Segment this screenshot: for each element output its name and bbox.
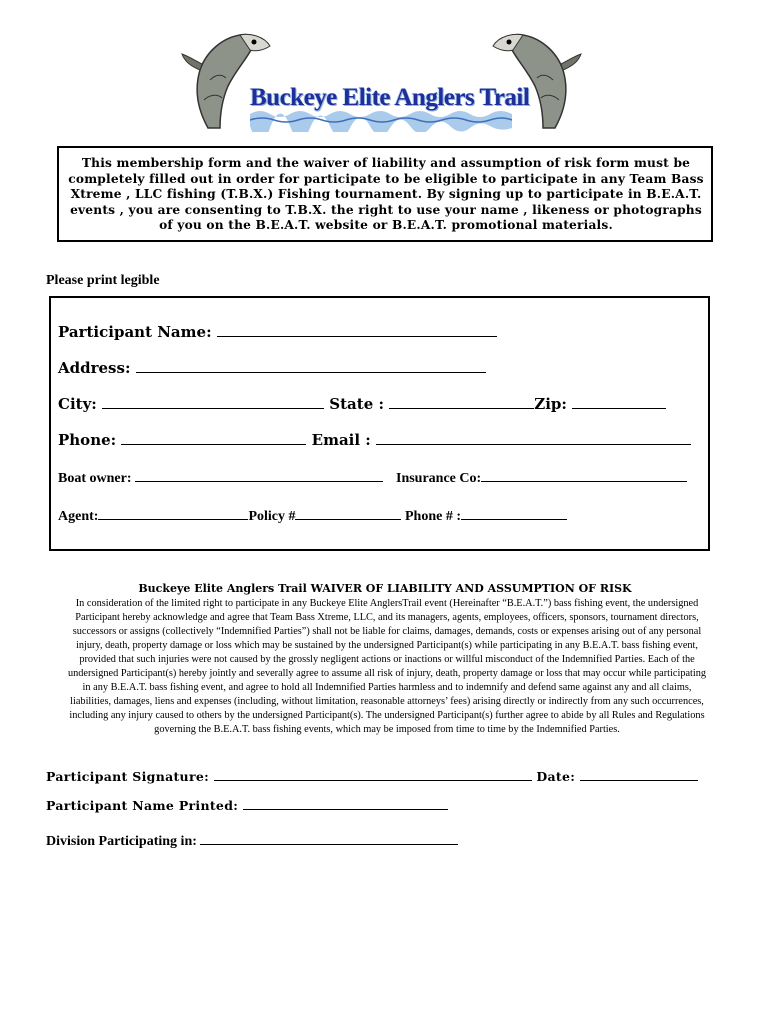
zip-field[interactable] <box>572 396 666 409</box>
phone-label: Phone: <box>58 431 117 449</box>
email-field[interactable] <box>376 432 691 445</box>
division-label: Division Participating in: <box>46 834 197 849</box>
intro-notice-text: This membership form and the waiver of liability and assumption of risk form must be completely filled out in order for participate to be eligible to participate in any Team Bass Xtreme , LLC fishing (T.B.X.) Fishing tournament. By signing up to participate in B.E.A.T. events , you are consenting to T.B.X. the right to use your name , likeness or photographs of you on the B.E.A.T. website or B.E.A.T. promotional materials. <box>68 156 704 232</box>
boat-owner-field[interactable] <box>135 469 383 482</box>
phone-field[interactable] <box>121 432 306 445</box>
boat-insurance-row <box>58 469 687 487</box>
participant-name-field[interactable] <box>217 324 497 337</box>
phone-email-row <box>58 431 691 449</box>
participant-name-row <box>58 323 497 341</box>
email-label: Email : <box>311 431 371 449</box>
agent-policy-row <box>58 507 567 525</box>
logo-banner <box>250 82 530 132</box>
city-field[interactable] <box>102 396 324 409</box>
name-printed-row <box>46 797 448 813</box>
state-field[interactable] <box>389 396 534 409</box>
address-field[interactable] <box>136 360 486 373</box>
participant-signature-label: Participant Signature: <box>46 769 210 784</box>
participant-name-label: Participant Name: <box>58 323 212 341</box>
city-label: City: <box>58 395 97 413</box>
boat-owner-label: Boat owner: <box>58 471 132 486</box>
address-row <box>58 359 486 377</box>
zip-label: Zip: <box>534 395 567 413</box>
insurance-field[interactable] <box>481 469 687 482</box>
participant-signature-field[interactable] <box>214 768 532 781</box>
phone-number-label: Phone # : <box>404 509 461 524</box>
division-field[interactable] <box>200 832 458 845</box>
intro-notice-box <box>57 146 713 242</box>
participant-name-printed-field[interactable] <box>243 797 448 810</box>
phone-number-field[interactable] <box>461 507 567 520</box>
state-label: State : <box>329 395 385 413</box>
date-label: Date: <box>536 769 576 784</box>
logo-title: Buckeye Elite Anglers Trail <box>250 84 530 111</box>
policy-field[interactable] <box>295 507 401 520</box>
agent-field[interactable] <box>98 507 248 520</box>
agent-label: Agent: <box>58 509 99 524</box>
address-label: Address: <box>58 359 131 377</box>
participant-name-printed-label: Participant Name Printed: <box>46 798 239 813</box>
waiver-body: In consideration of the limited right to participate in any Buckeye Elite AnglersTrail event (Hereinafter “B.E.A.T.”) bass fishing event, the undersigned Participant hereby acknowledge and agree that Team Bass Xtreme, LLC, and its managers, agents, employees, officers, sponsors, tournament directors, successors or assigns (collectively “Indemnified Parties”) shall not be liable for claims, damages, demands, costs or expenses arising out of any personal injury, death, property damage or loss which may be sustained by the undersigned Participant(s) while participating in any B.E.A.T. bass fishing event, provided that such injuries were not caused by the grossly negligent actions or inactions or willful misconduct of the Indemnified Parties. Each of the undersigned Participant(s) hereby jointly and severally agree to assume all risk of injury, death, property damage or loss that may occur while participating in any B.E.A.T. bass fishing event, and agree to hold all Indemnified Parties harmless and to indemnify and defend same against any and all claims, liabilities, damages, liens and expenses (including, without limitation, reasonable attorneys’ fees) arising directly or indirectly from any such occurrences, including any injury caused to others by the undersigned Participant(s). The undersigned Participant(s) further agree to abide by all Rules and Regulations governing the B.E.A.T. bass fishing events, which may be imposed from time to time by the Indemnified Parties. <box>67 598 707 735</box>
waiver-title: Buckeye Elite Anglers Trail WAIVER OF LIABILITY AND ASSUMPTION OF RISK <box>138 582 632 595</box>
city-state-zip-row <box>58 395 666 413</box>
print-legible-note: Please print legible <box>46 273 160 288</box>
division-row <box>46 832 458 850</box>
date-field[interactable] <box>580 768 698 781</box>
signature-row <box>46 768 698 784</box>
insurance-label: Insurance Co: <box>396 471 482 486</box>
policy-label: Policy # <box>248 509 296 524</box>
